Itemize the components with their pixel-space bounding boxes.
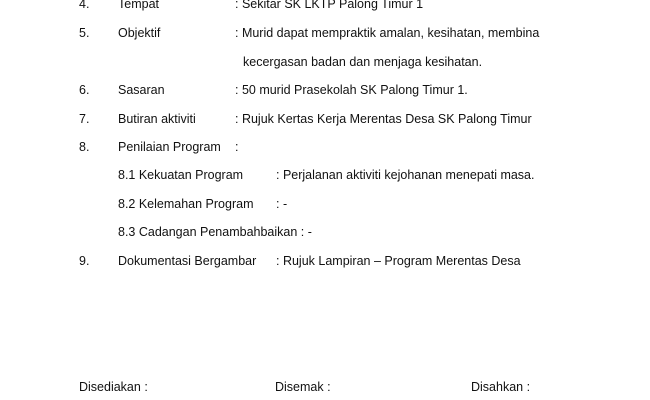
item-7-number: 7.	[79, 112, 90, 126]
sub-item-8-1-value: : Perjalanan aktiviti kejohanan menepati masa.	[276, 168, 535, 182]
item-7-value: : Rujuk Kertas Kerja Merentas Desa SK Palong Timur	[235, 112, 532, 126]
item-4-number: 4.	[79, 0, 90, 11]
item-7-label: Butiran aktiviti	[118, 112, 196, 126]
item-5-number: 5.	[79, 26, 90, 40]
item-9-label: Dokumentasi Bergambar	[118, 254, 257, 268]
item-5-value: : Murid dapat mempraktik amalan, kesihatan, membina	[235, 26, 540, 40]
signature-checked-label: Disemak :	[275, 380, 331, 394]
item-9-value: : Rujuk Lampiran – Program Merentas Desa	[276, 254, 521, 268]
signature-approved-label: Disahkan :	[471, 380, 531, 394]
sub-item-8-3-label: 8.3 Cadangan Penambahbaikan : -	[118, 225, 312, 239]
item-4-label: Tempat	[118, 0, 159, 11]
item-8-number: 8.	[79, 140, 90, 154]
item-9-number: 9.	[79, 254, 90, 268]
sub-item-8-2-label: 8.2 Kelemahan Program	[118, 197, 254, 211]
item-6-value: : 50 murid Prasekolah SK Palong Timur 1.	[235, 83, 468, 97]
item-5-label: Objektif	[118, 26, 161, 40]
item-4-value: : Sekitar SK LKTP Palong Timur 1	[235, 0, 424, 11]
item-5-value-continued: kecergasan badan dan menjaga kesihatan.	[243, 55, 483, 69]
item-8-label: Penilaian Program	[118, 140, 221, 154]
sub-item-8-1-label: 8.1 Kekuatan Program	[118, 168, 244, 182]
signature-prepared-label: Disediakan :	[79, 380, 148, 394]
item-6-number: 6.	[79, 83, 90, 97]
item-8-value: :	[235, 140, 239, 154]
item-6-label: Sasaran	[118, 83, 165, 97]
sub-item-8-2-value: : -	[276, 197, 288, 211]
